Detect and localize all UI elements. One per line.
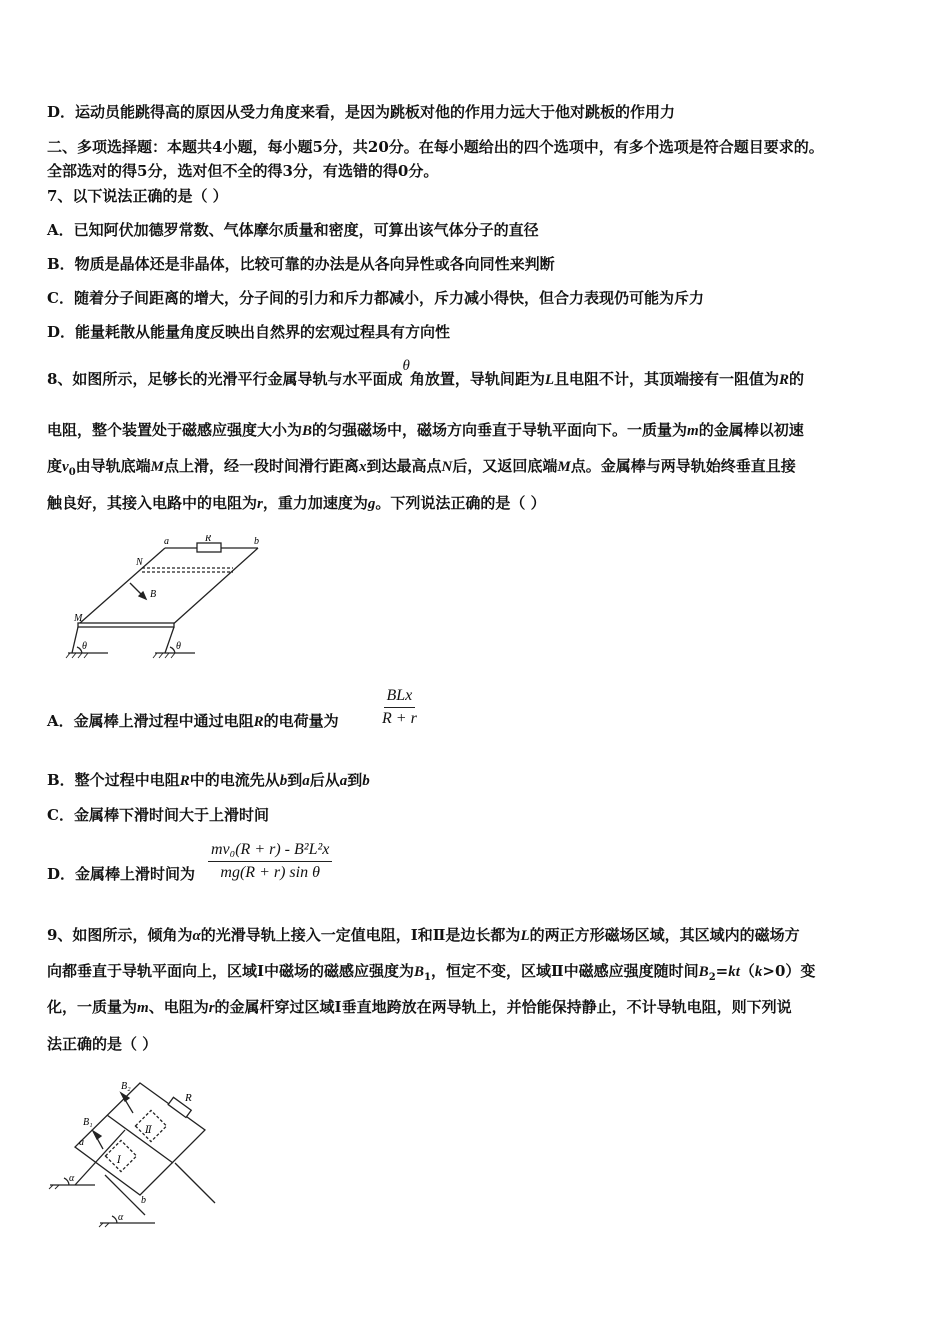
- q8-stem-line1: [47, 358, 805, 390]
- q8-symbol-L: L: [544, 372, 555, 388]
- q9-stem-line3: [47, 997, 792, 1018]
- q9-fig-label-b1: B₁: [83, 1117, 93, 1128]
- q9-fig-label-b: b: [141, 1195, 146, 1206]
- q8-stem-line3: [47, 456, 796, 483]
- q8-stem-line2: [47, 420, 804, 441]
- q8-option-b-text: 后从: [309, 771, 340, 789]
- q8-option-b-symbol-a2: a: [339, 773, 348, 789]
- q8-figure: [60, 535, 275, 660]
- q8-symbol-B: B: [302, 423, 313, 439]
- q8-text: 到达最高点: [366, 457, 442, 475]
- q9-symbol-b1: B: [414, 964, 425, 980]
- q7-stem: [47, 186, 228, 206]
- q8-symbol-g: g: [367, 496, 376, 512]
- q8-text: 触良好，其接入电路中的电阻为: [47, 494, 258, 512]
- q8-option-a-denominator: R + r: [382, 710, 417, 727]
- q7-stem-text: 7、以下说法正确的是（ ）: [47, 187, 228, 205]
- q8-option-b-symbol-b2: b: [362, 773, 370, 789]
- q9-text: 9、如图所示，倾角为: [47, 926, 193, 944]
- q8-text: 且电阻不计，其顶端接有一阻值为: [554, 370, 780, 388]
- q8-option-b-text: 到: [347, 771, 363, 789]
- q8-option-d: [47, 864, 195, 884]
- q9-symbol-r: r: [208, 1000, 215, 1016]
- q8-fig-label-n: N: [136, 557, 143, 568]
- q8-option-a-fraction: [379, 687, 420, 728]
- q9-text: 的金属杆穿过区域Ⅰ垂直地跨放在两导轨上，并恰能保持静止，不计导轨电阻，则下列说: [214, 998, 792, 1016]
- q8-stem-line4: [47, 493, 546, 514]
- q8-fig-label-b: b: [254, 536, 259, 547]
- q8-option-b-text: 中的电流先从: [189, 771, 280, 789]
- q7-option-b-text: B．物质是晶体还是非晶体，比较可靠的办法是从各向异性或各向同性来判断: [47, 255, 555, 273]
- section2-instruction-line1: [47, 137, 824, 157]
- q8-option-a: [47, 711, 339, 732]
- q9-fig-alpha-1: α: [69, 1173, 75, 1184]
- q8-text: 的匀强磁场中，磁场方向垂直于导轨平面向下。一质量为: [312, 421, 688, 439]
- q8-fig-label-r: R: [205, 535, 212, 544]
- q8-sub-0: 0: [68, 467, 76, 478]
- q9-stem-line1: [47, 925, 800, 946]
- q8-fig-label-b-field: B: [150, 589, 157, 600]
- q8-option-b-symbol-b: b: [279, 773, 288, 789]
- q7-option-a: [47, 220, 539, 240]
- q9-sub-2: 2: [708, 972, 716, 983]
- q8-symbol-M: M: [150, 459, 165, 475]
- q9-fig-label-region-i: Ⅰ: [117, 1155, 121, 1166]
- q8-text: 8、如图所示，足够长的光滑平行金属导轨与水平面成: [47, 370, 403, 388]
- q8-option-b-symbol-r: R: [179, 773, 190, 789]
- q8-option-a-symbol-r: R: [253, 714, 264, 730]
- q8-option-b: [47, 770, 370, 791]
- q8-symbol-r: r: [257, 496, 263, 512]
- q9-text: =: [715, 962, 729, 980]
- q9-fig-label-r: R: [185, 1092, 192, 1104]
- q8-theta-symbol: θ: [402, 358, 410, 374]
- q9-figure: [45, 1075, 220, 1230]
- q9-symbol-b2: B: [698, 964, 709, 980]
- q9-text: 的两正方形磁场区域，其区域内的磁场方: [529, 926, 800, 944]
- q8-option-d-numerator: mv₀(R + r) - B²L²x: [208, 841, 332, 862]
- q9-text: 向都垂直于导轨平面向上，区域Ⅰ中磁场的磁感应强度为: [47, 962, 415, 980]
- q8-text: 点。金属棒与两导轨始终垂直且接: [570, 457, 796, 475]
- section2-instruction-line2: [47, 161, 438, 181]
- q8-fig-label-a: a: [164, 536, 169, 547]
- section2-line2-text: 全部选对的得5分，选对但不全的得3分，有选错的得0分。: [47, 162, 439, 180]
- q8-option-d-denominator: mg(R + r) sin θ: [220, 864, 320, 881]
- q7-option-c-text: C．随着分子间距离的增大，分子间的引力和斥力都减小，斥力减小得快，但合力表现仍可能为斥力: [47, 289, 704, 307]
- q8-option-a-text2: 的电荷量为: [263, 712, 339, 730]
- q8-text: 后，又返回底端: [452, 457, 558, 475]
- q9-fig-alpha-2: α: [118, 1212, 124, 1223]
- q8-symbol-v: v: [62, 459, 69, 475]
- q8-fig-theta-1: θ: [82, 641, 87, 652]
- q8-option-a-numerator: BLx: [384, 687, 416, 708]
- q9-stem-line2: [47, 961, 815, 988]
- q8-option-c-text: C．金属棒下滑时间大于上滑时间: [47, 806, 269, 824]
- q8-option-b-text: 到: [287, 771, 303, 789]
- q8-option-d-text: D．金属棒上滑时间为: [47, 865, 196, 883]
- q8-option-d-fraction: [208, 841, 332, 882]
- q7-option-d-text: D．能量耗散从能量角度反映出自然界的宏观过程具有方向性: [47, 323, 451, 341]
- q8-text: ，重力加速度为: [262, 494, 368, 512]
- section2-line1-text: 二、多项选择题：本题共4小题，每小题5分，共20分。在每小题给出的四个选项中，有多个选项是符合题目要求的。: [47, 138, 824, 156]
- q9-symbol-alpha: α: [192, 928, 201, 944]
- q8-text: 点上滑，经一段时间滑行距离: [164, 457, 360, 475]
- q7-option-d: [47, 322, 450, 342]
- q9-text: （: [739, 962, 755, 980]
- q6-option-d: [47, 102, 675, 122]
- q9-sub-1: 1: [424, 972, 432, 983]
- q8-option-b-symbol-a: a: [302, 773, 310, 789]
- q9-stem-line4-text: 法正确的是（ ）: [47, 1035, 158, 1053]
- q9-stem-line4: [47, 1034, 157, 1054]
- q8-text: 度: [47, 457, 63, 475]
- q8-option-b-text: B．整个过程中电阻: [47, 771, 180, 789]
- q9-fig-label-a: a: [79, 1137, 84, 1148]
- q9-text: >0）变: [762, 962, 816, 980]
- q9-text: 、电阻为: [148, 998, 209, 1016]
- q9-symbol-m: m: [137, 1000, 149, 1016]
- q9-fig-label-region-ii: Ⅱ: [145, 1125, 152, 1136]
- q9-text: 的光滑导轨上接入一定值电阻，Ⅰ和Ⅱ是边长都为: [200, 926, 521, 944]
- q9-text: ，恒定不变，区域Ⅱ中磁感应强度随时间: [431, 962, 699, 980]
- q7-option-c: [47, 288, 704, 308]
- q8-text: 电阻，整个装置处于磁感应强度大小为: [47, 421, 303, 439]
- q8-symbol-R: R: [779, 372, 790, 388]
- q8-text: 。下列说法正确的是（ ）: [375, 494, 546, 512]
- q8-symbol-m: m: [687, 423, 699, 439]
- q8-option-a-text: A．金属棒上滑过程中通过电阻: [47, 712, 254, 730]
- q8-option-c: [47, 805, 269, 825]
- q9-symbol-kt: kt: [728, 964, 740, 980]
- q9-text: 化，一质量为: [47, 998, 138, 1016]
- q8-symbol-M2: M: [557, 459, 571, 475]
- q9-symbol-k: k: [754, 964, 763, 980]
- q8-text: 由导轨底端: [75, 457, 151, 475]
- q7-option-b: [47, 254, 555, 274]
- q8-fig-label-m: M: [74, 613, 83, 624]
- q8-symbol-x: x: [359, 459, 367, 475]
- q8-text: 的: [789, 370, 805, 388]
- q7-option-a-text: A．已知阿伏加德罗常数、气体摩尔质量和密度，可算出该气体分子的直径: [47, 221, 539, 239]
- q9-symbol-L: L: [520, 928, 530, 944]
- q9-fig-label-b2: B₂: [121, 1081, 131, 1092]
- q8-text: 的金属棒以初速: [698, 421, 804, 439]
- q8-text: 角放置，导轨间距为: [409, 370, 545, 388]
- q6-option-d-text: D．运动员能跳得高的原因从受力角度来看，是因为跳板对他的作用力远大于他对跳板的作用力: [47, 103, 676, 121]
- q8-symbol-N: N: [441, 459, 453, 475]
- q8-fig-theta-2: θ: [176, 641, 181, 652]
